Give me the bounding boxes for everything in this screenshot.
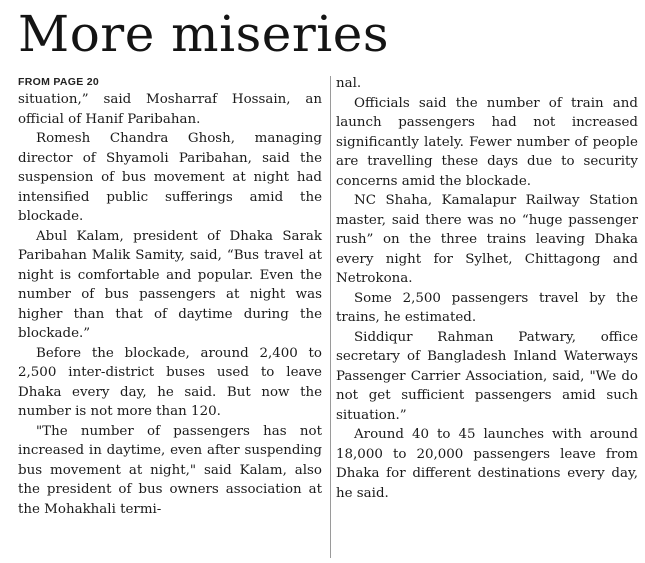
jump-label: FROM PAGE 20: [18, 76, 100, 88]
paragraph: nal.: [336, 76, 362, 91]
headline: More miseries: [18, 5, 389, 63]
paragraph: Abul Kalam, president of Dhaka Sarak Paribahan Malik Samity, said, “Bus travel at night is comfortable and popular. Even the number of bus passengers at night was higher than that of daytime during the blockade.”: [18, 228, 322, 341]
paragraph: Before the blockade, around 2,400 to 2,500 inter-district buses used to leave Dhaka every day, he said. But now the number is not more than 120.: [18, 345, 322, 419]
article-body: [18, 74, 640, 560]
right-column: [336, 74, 638, 503]
column-divider: [330, 76, 331, 558]
paragraph: NC Shaha, Kamalapur Railway Station master, said there was no “huge passenger rush” on the three trains leaving Dhaka every night for Sylhet, Chittagong and Netrokona.: [336, 193, 638, 286]
paragraph: situation,” said Mosharraf Hossain, an official of Hanif Paribahan.: [18, 92, 322, 127]
paragraph: Officials said the number of train and launch passengers had not increased significantly lately. Fewer number of people are travelling these days due to security concerns amid the blockade.: [336, 95, 638, 189]
paragraph: Some 2,500 passengers travel by the trains, he estimated.: [336, 290, 638, 325]
paragraph: Romesh Chandra Ghosh, managing director of Shyamoli Paribahan, said the suspension of bus movement at night had intensified public sufferings amid the blockade.: [18, 131, 322, 224]
left-column: [18, 74, 322, 519]
paragraph: Siddiqur Rahman Patwary, office secretary of Bangladesh Inland Waterways Passenger Carrier Association, said, "We do not get sufficient passengers amid such situation.”: [336, 329, 638, 423]
paragraph: "The number of passengers has not increased in daytime, even after suspending bus movement at night," said Kalam, also the president of bus owners association at the Mohakhali termi-: [18, 423, 322, 517]
paragraph: Around 40 to 45 launches with around 18,000 to 20,000 passengers leave from Dhaka for different destinations every day, he said.: [336, 427, 638, 501]
